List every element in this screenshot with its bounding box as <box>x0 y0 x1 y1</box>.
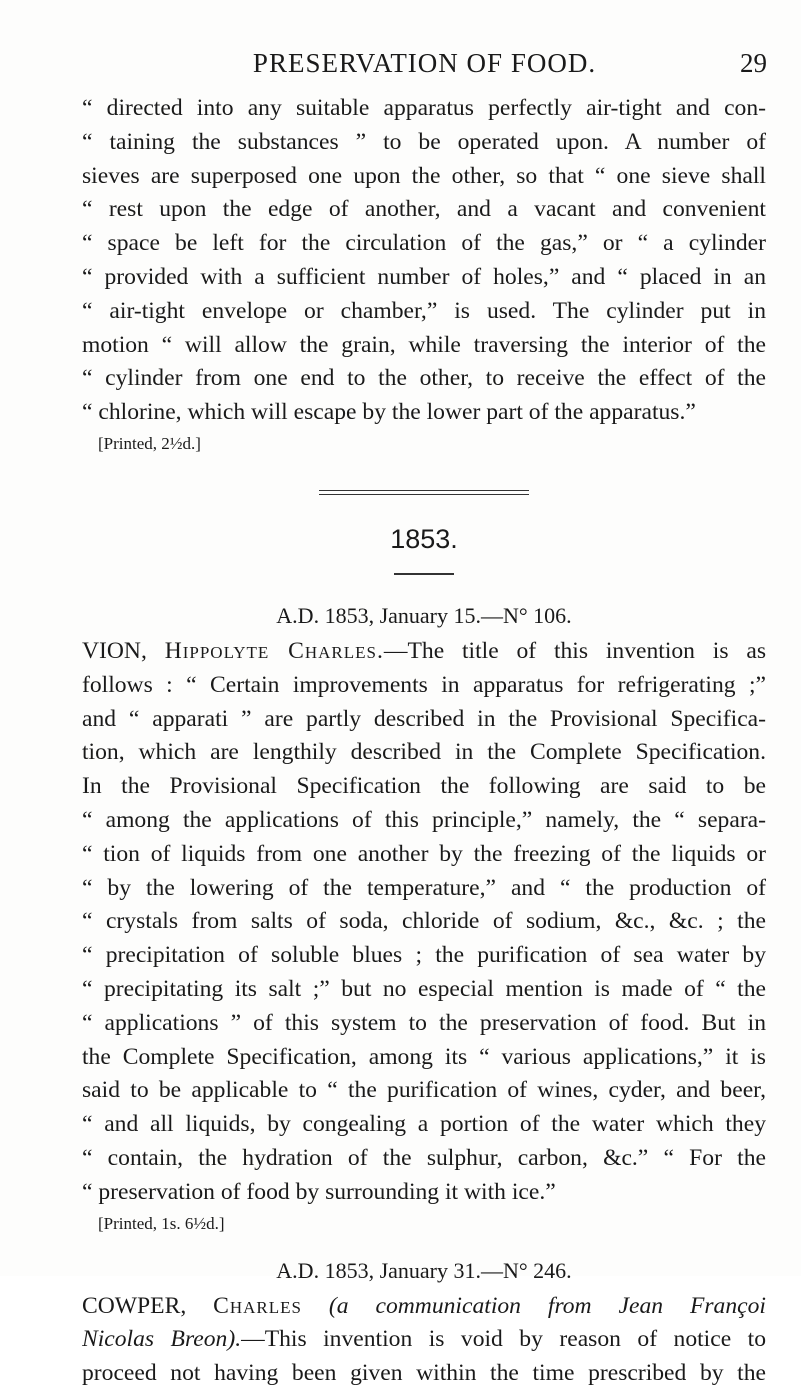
text-line: said to be applicable to “ the purification of wines, cyder, and beer, <box>82 1077 766 1104</box>
text-line: “ contain, the hydration of the sulphur, carbon, &c.” “ For the <box>82 1144 766 1171</box>
text-line: proceed not having been given within the time prescribed by the <box>82 1360 766 1387</box>
communication-name: Nicolas Breon). <box>82 1326 242 1353</box>
page-number: 29 <box>740 48 767 78</box>
text-line: tion, which are lengthily described in the Complete Specification. <box>82 739 766 766</box>
text-line: In the Provisional Specification the following are said to be <box>82 773 766 800</box>
text-line: “ air-tight envelope or chamber,” is used. The cylinder put in <box>82 297 766 324</box>
text-line: sieves are superposed one upon the other, so that “ one sieve shall <box>82 162 766 189</box>
entry-name: COWPER, <box>82 1292 187 1319</box>
year-rule <box>394 573 454 575</box>
price-note: [Printed, 2½d.] <box>98 433 201 453</box>
entry-forenames: Hippolyte Charles. <box>164 637 384 664</box>
text-line: “ among the applications of this principle,” namely, the “ separa- <box>82 806 766 833</box>
text-line: “ applications ” of this system to the preservation of food. But in <box>82 1009 766 1036</box>
text-line: “ and all liquids, by congealing a portion of the water which they <box>82 1111 766 1138</box>
text-line: “ cylinder from one end to the other, to receive the effect of the <box>82 365 766 392</box>
page-body <box>82 92 766 1391</box>
running-title: PRESERVATION OF FOOD. <box>252 48 597 78</box>
text-line: “ space be left for the circulation of the gas,” or “ a cylinder <box>82 230 766 257</box>
text-line: “ by the lowering of the temperature,” and “ the production of <box>82 874 766 901</box>
text-line: “ provided with a sufficient number of holes,” and “ placed in an <box>82 263 766 290</box>
entry-heading: A.D. 1853, January 31.—N° 246. <box>276 1257 572 1283</box>
text-line: “ precipitating its salt ;” but no especial mention is made of “ the <box>82 975 766 1002</box>
entry-forenames: Charles <box>213 1292 302 1319</box>
text-line: “ crystals from salts of soda, chloride of sodium, &c., &c. ; the <box>82 908 766 935</box>
price-note: [Printed, 1s. 6½d.] <box>98 1213 225 1233</box>
text-line: “ directed into any suitable apparatus perfectly air-tight and con- <box>82 95 766 121</box>
continued-entry <box>82 92 766 458</box>
text-line <box>82 1323 766 1357</box>
section-year: 1853. <box>390 523 458 554</box>
text-line: “ chlorine, which will escape by the lower part of the apparatus.” <box>82 399 696 426</box>
text-line: follows : “ Certain improvements in apparatus for refrigerating ;” <box>82 671 766 698</box>
text-line: “ preservation of food by surrounding it with ice.” <box>82 1178 556 1205</box>
text-line: the Complete Specification, among its “ various applications,” it is <box>82 1043 766 1070</box>
text-line <box>82 635 766 669</box>
entry-heading: A.D. 1853, January 15.—N° 106. <box>276 602 572 628</box>
text-line: “ tion of liquids from one another by the freezing of the liquids or <box>82 840 766 867</box>
text-line: “ precipitation of soluble blues ; the purification of sea water by <box>82 942 766 969</box>
text-line: motion “ will allow the grain, while traversing the interior of the <box>82 331 766 358</box>
entry-name: VION, <box>82 637 147 664</box>
entry-106 <box>82 601 766 1238</box>
text-line: “ rest upon the edge of another, and a vacant and convenient <box>82 196 766 223</box>
communication-note: (a communication from Jean Françoi <box>328 1292 766 1319</box>
section-divider <box>319 490 529 495</box>
running-head <box>82 48 767 78</box>
entry-lead: —This invention is void by reason of notice to <box>241 1326 766 1353</box>
text-line: “ taining the substances ” to be operated upon. A number of <box>82 128 766 155</box>
entry-lead: —The title of this invention is as <box>383 637 766 664</box>
text-line: and “ apparati ” are partly described in the Provisional Specifica- <box>82 705 766 732</box>
text-line <box>82 1290 766 1324</box>
